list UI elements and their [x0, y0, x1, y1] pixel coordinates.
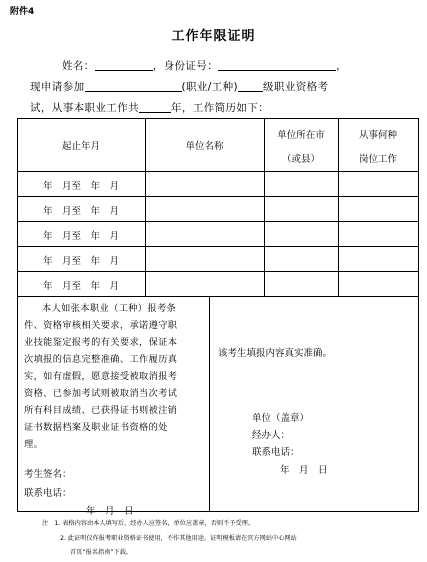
- years-suffix: 年，工作简历如下：: [171, 102, 270, 114]
- table-row-period: 年 月至 年 月: [42, 181, 119, 192]
- occupation-label: (职业/工种): [181, 81, 239, 93]
- note-3: 首页“报名指南”下载。: [70, 549, 133, 556]
- column-divider: [264, 118, 265, 297]
- attachment-label: 附件4: [10, 7, 35, 17]
- table-row-period: 年 月至 年 月: [42, 256, 119, 267]
- table-row-period: 年 月至 年 月: [42, 206, 119, 217]
- header-city: 单位所在市: [277, 130, 325, 141]
- table-row-period: 年 月至 年 月: [42, 231, 119, 242]
- header-unit-name: 单位名称: [185, 141, 224, 152]
- candidate-signature-label: 考生签名：: [24, 469, 72, 480]
- table-row-divider: [17, 196, 419, 197]
- id-number-blank[interactable]: [218, 59, 336, 71]
- candidate-date: 年 月 日: [86, 506, 134, 517]
- declaration-text: 本人如张本职业（工种）报考条 件、资格审核相关要求，承诺遵守职 业技能鉴定报考的有关要求，保证本 次填报的信息完整准确、工作履历真 实，如有虚假，愿意接受被取消报考 资格、已参加考试则被取消当次考试 所有科目成绩、已获得证书则被注销 证书数据档案及职业证书资格的处 理。: [24, 303, 178, 450]
- table-border-top: [17, 118, 419, 119]
- unit-phone-label: 联系电话：: [252, 447, 300, 458]
- intro-line-1: 姓名： ，身份证号： ，: [62, 60, 348, 72]
- intro-line-2: [30, 79, 328, 94]
- level-blank[interactable]: [238, 80, 263, 92]
- header-start-end: 起止年月: [61, 141, 100, 152]
- intro-line-3: [30, 100, 269, 115]
- name-label: 姓名：: [62, 60, 95, 72]
- handler-label: 经办人：: [252, 430, 291, 441]
- note-1: 注 1. 表格内容由本人填写后，经办人应签名，单位应盖章，否则不予受理。: [42, 520, 255, 527]
- candidate-phone-label: 联系电话：: [24, 488, 72, 499]
- table-row-divider: [17, 246, 419, 247]
- table-row-divider: [17, 296, 419, 297]
- declaration-divider: [209, 296, 210, 512]
- table-border-right: [418, 118, 419, 512]
- table-row-period: 年 月至 年 月: [42, 281, 119, 292]
- verification-statement: 该考生填报内容真实准确。: [218, 348, 333, 359]
- table-header-divider: [17, 171, 419, 172]
- name-blank[interactable]: [95, 59, 153, 71]
- years-prefix: 试，从事本职业工作共: [30, 102, 139, 114]
- table-row-divider: [17, 271, 419, 272]
- page-title: 工作年限证明: [171, 29, 256, 44]
- apply-label: 现申请参加: [30, 81, 85, 93]
- id-label: ，身份证号：: [152, 60, 219, 72]
- unit-seal-label: 单位（盖章）: [252, 413, 310, 424]
- table-row-divider: [17, 221, 419, 222]
- header-city-sub: （或县）: [281, 154, 320, 165]
- header-job: 从事何种: [358, 130, 397, 141]
- years-blank[interactable]: [139, 101, 171, 113]
- level-label: 级职业资格考: [263, 81, 329, 93]
- table-border-bottom: [17, 511, 419, 512]
- unit-date: 年 月 日: [280, 465, 328, 476]
- column-divider: [338, 118, 339, 297]
- occupation-blank[interactable]: [85, 80, 182, 92]
- note-2: 2. 此证明仅作报考职业资格证书使用，不作其他用途。证明模板请在官方网站中心网站: [60, 535, 297, 542]
- header-job-sub: 岗位工作: [358, 154, 397, 165]
